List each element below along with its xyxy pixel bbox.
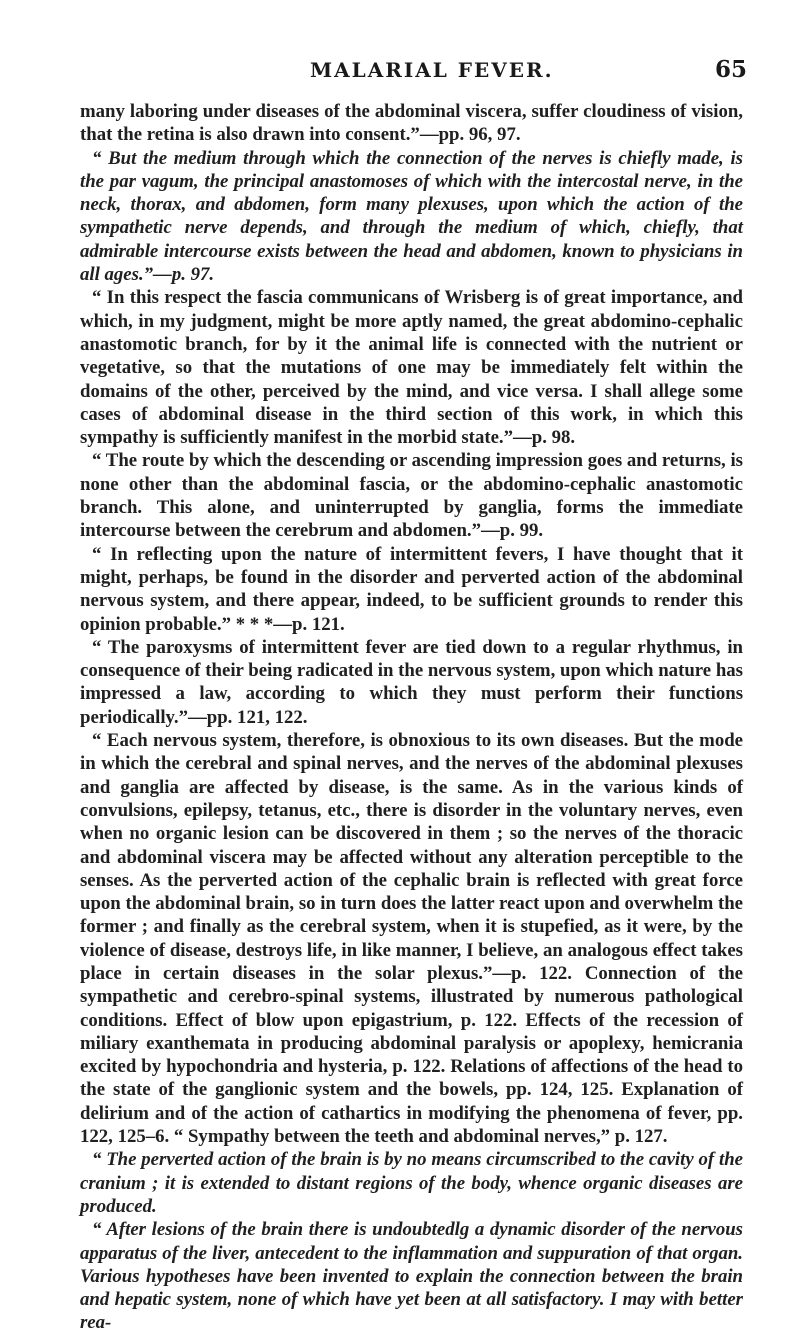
body-text — [80, 100, 743, 1335]
paragraph-intermittent-fevers: “ In reflecting upon the nature of intermittent fevers, I have thought that it might, perhaps, be found in the disorder and perverted action of the abdominal nervous system, and there appear, indeed, to be sufficient grounds to render this opinion probable.” * * *—p. 121. — [80, 543, 743, 635]
running-title: MALARIAL FEVER. — [310, 58, 554, 82]
paragraph-par-vagum-quote: “ But the medium through which the connection of the nerves is chiefly made, is the par vagum, the principal anastomoses of which with the intercostal nerve, in the neck, thorax, and abdomen, form many plexuses, upon which the action of the sympathetic nerve depends, and through the medium of which, chiefly, that admirable intercourse exists between the head and abdomen, known to physicians in all ages.”—p. 97. — [80, 147, 743, 286]
paragraph-brain-lesions-liver: “ After lesions of the brain there is undoubtedlg a dynamic disorder of the nervous apparatus of the liver, antecedent to the inflammation and suppuration of that organ. Various hypotheses have been invented to explain the connection between the brain and hepatic system, none of which have yet been at all satisfactory. I may with better rea- — [80, 1219, 743, 1334]
paragraph-perverted-brain-action: “ The perverted action of the brain is by no means circumscribed to the cavity of the cranium ; it is extended to distant regions of the body, whence organic diseases are produced. — [80, 1149, 743, 1217]
running-head — [0, 58, 800, 98]
page-number: 65 — [714, 56, 747, 83]
paragraph-impression-route: “ The route by which the descending or ascending impression goes and returns, is none other than the abdominal fascia, or the abdomino-cephalic anastomotic branch. This alone, and uninterrupted by ganglia, forms the immediate intercourse between the cerebrum and abdomen.”—p. 99. — [80, 450, 743, 542]
paragraph-paroxysms-rhythmus: “ The paroxysms of intermittent fever are tied down to a regular rhythmus, in consequence of their being radicated in the nervous system, upon which nature has impressed a law, according to which they must perform their functions periodically.”—pp. 121, 122. — [80, 636, 743, 728]
paragraph-vision-consent: many laboring under diseases of the abdominal viscera, suffer cloudiness of vision, that the retina is also drawn into consent.”—pp. 96, 97. — [80, 101, 743, 146]
paragraph-wrisberg-fascia: “ In this respect the fascia communicans of Wrisberg is of great importance, and which, in my judgment, might be more aptly named, the great abdomino-cephalic anastomotic branch, for by it the animal life is connected with the nutrient or vegetative, so that the mutations of one may be immediately felt within the domains of the other, perceived by the mind, and vice versa. I shall allege some cases of abdominal disease in the third section of this work, in which this sympathy is sufficiently manifest in the morbid state.”—p. 98. — [80, 287, 743, 449]
paragraph-nervous-system-diseases: “ Each nervous system, therefore, is obnoxious to its own diseases. But the mode in which the cerebral and spinal nerves, and the nerves of the abdominal plexuses and ganglia are affected by disease, is the same. As in the various kinds of convulsions, epilepsy, tetanus, etc., there is disorder in the voluntary nerves, even when no organic lesion can be discovered in them ; so the nerves of the thoracic and abdominal viscera may be affected without any alteration perceptible to the senses. As the perverted action of the cephalic brain is reflected with great force upon the abdominal brain, so in turn does the latter react upon and overwhelm the former ; and finally as the cerebral system, when it is stupefied, as it were, by the violence of disease, destroys life, in like manner, I believe, an analogous effect takes place in certain diseases in the solar plexus.”—p. 122. Connection of the sympathetic and cerebro-spinal systems, illustrated by numerous pathological conditions. Effect of blow upon epigastrium, p. 122. Effects of the recession of miliary exanthemata in producing abdominal paralysis or apoplexy, hemicrania excited by hypochondria and hysteria, p. 122. Relations of affections of the head to the state of the ganglionic system and the bowels, pp. 124, 125. Explanation of delirium and of the action of cathartics in modifying the phenomena of fever, pp. 122, 125–6. “ Sympathy between the teeth and abdominal nerves,” p. 127. — [80, 730, 743, 1148]
